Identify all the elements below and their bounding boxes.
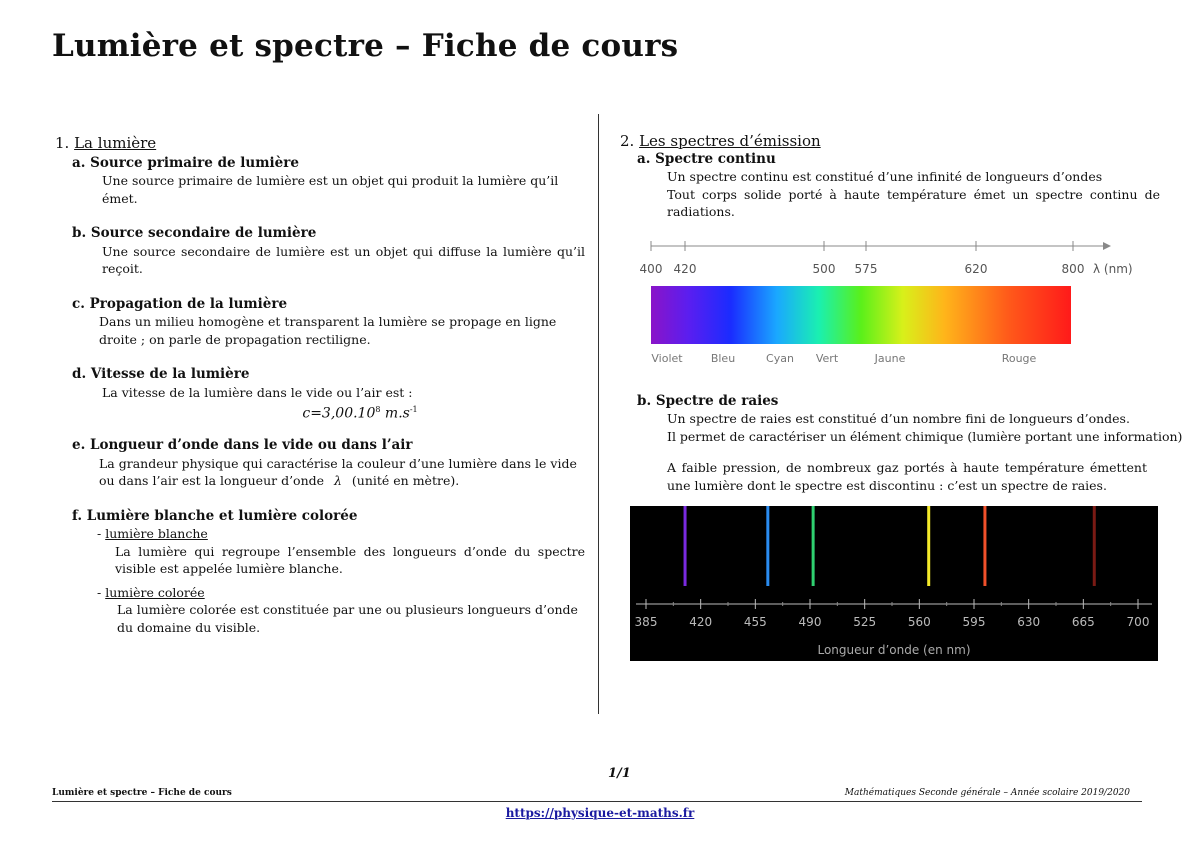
left-column: [55, 135, 585, 636]
subsection-a-title: a. Source primaire de lumière: [72, 154, 299, 171]
subsection-a-text: Une source primaire de lumière est un objet qui produit la lumière qu’il émet.: [102, 173, 559, 206]
line-spectrum-text-1: Un spectre de raies est constitué d’un nombre fini de longueurs d’ondes.: [667, 411, 1130, 426]
line-spectrum-tick-label: 455: [743, 615, 767, 629]
colored-light-item: - lumière colorée La lumière colorée est constituée par une ou plusieurs longueurs d’onde du domaine du visible.: [55, 584, 585, 637]
lambda-symbol: λ: [334, 473, 342, 489]
subsection-d-text: La vitesse de la lumière dans le vide ou l’air est :: [102, 384, 413, 400]
white-light-label: lumière blanche: [105, 526, 208, 542]
line-spectrum-tick-label: 490: [798, 615, 822, 629]
white-light-text: La lumière qui regroupe l’ensemble des longueurs d’onde du spectre visible est appelée lumière blanche.: [115, 543, 585, 577]
emission-line: [812, 506, 815, 586]
spectrum-tick-label: 500: [812, 262, 836, 276]
spectrum-gradient-bar: [651, 286, 1071, 344]
line-spectrum-text-3: A faible pression, de nombreux gaz portés à haute température émettent une lumière dont le spectre est discontinu : c’est un spectre de raies.: [667, 460, 1147, 493]
subsection-c-title: c. Propagation de la lumière: [72, 295, 288, 312]
emission-line: [766, 506, 769, 586]
spectrum-axis-arrow: [1103, 242, 1111, 250]
spectrum-tick-label: 400: [639, 262, 663, 276]
subsection-e-title: e. Longueur d’onde dans le vide ou dans l’air: [72, 437, 413, 454]
emission-line: [1093, 506, 1096, 586]
spectrum-axis-unit: λ (nm): [1093, 262, 1133, 276]
formula-exponent: 8: [375, 405, 381, 414]
subsection-c-text: Dans un milieu homogène et transparent la lumière se propage en ligne droite ; on parle de propagation rectiligne.: [99, 314, 557, 347]
subsection-b-title: b. Source secondaire de lumière: [72, 225, 317, 241]
colored-light-label: lumière colorée: [105, 584, 205, 600]
spectrum-tick-label: 420: [673, 262, 697, 276]
subsection-e-text: La grandeur physique qui caractérise la couleur d’une lumière dans le vide ou dans l’air est la longueur d’onde λ (unité en mètre).: [99, 455, 577, 489]
page-title: Lumière et spectre – Fiche de cours: [52, 28, 679, 64]
line-spectrum-tick-label: 700: [1126, 615, 1150, 629]
continuous-spectrum-title: a. Spectre continu: [637, 150, 776, 167]
line-spectrum-tick-label: 630: [1017, 615, 1041, 629]
spectrum-color-label: Violet: [651, 352, 683, 365]
spectrum-color-label: Rouge: [1001, 352, 1037, 365]
subsection-b-text: Une source secondaire de lumière est un objet qui diffuse la lumière qu’il reçoit.: [102, 243, 585, 276]
spectrum-color-label: Bleu: [710, 352, 736, 365]
spectrum-tick-label: 620: [964, 262, 988, 276]
colored-light-text: La lumière colorée est constituée par une ou plusieurs longueurs d’onde du domaine du visible.: [117, 602, 578, 635]
line-spectrum-text-2: Il permet de caractériser un élément chimique (lumière portant une information): [667, 428, 1183, 444]
line-spectrum-tick-label: 595: [962, 615, 986, 629]
subsection-f-title: f. Lumière blanche et lumière colorée: [72, 507, 358, 524]
emission-line: [927, 506, 930, 586]
spectrum-color-label: Cyan: [766, 352, 794, 365]
continuous-spectrum-text-1: Un spectre continu est constitué d’une infinité de longueurs d’ondes: [667, 169, 1103, 184]
formula-value: c=3,00.10: [302, 405, 376, 422]
continuous-spectrum-text-2: Tout corps solide porté à haute température émet un spectre continu de radiations.: [667, 186, 1160, 219]
line-spectrum-tick-label: 385: [634, 615, 658, 629]
section-1-heading: [55, 135, 585, 153]
page-number: 1/1: [608, 766, 631, 781]
line-spectrum-title: b. Spectre de raies: [637, 392, 779, 409]
line-spectrum-figure: [630, 506, 1158, 661]
line-spectrum-tick-label: 420: [689, 615, 713, 629]
line-spectrum-tick-label: 665: [1071, 615, 1095, 629]
line-spectrum-background: [630, 506, 1158, 661]
formula-unit-exponent: -1: [409, 405, 418, 414]
section-1-number: 1.: [55, 134, 70, 152]
spectrum-color-label: Jaune: [874, 352, 906, 365]
white-light-item: - lumière blanche La lumière qui regroupe l’ensemble des longueurs d’onde du spectre visible est appelée lumière blanche.: [97, 526, 585, 577]
line-spectrum-xlabel: Longueur d’onde (en nm): [817, 643, 971, 657]
emission-line: [983, 506, 986, 586]
section-2-number: 2.: [620, 132, 635, 150]
line-spectrum-tick-label: 525: [853, 615, 877, 629]
column-divider: [598, 114, 599, 714]
footer-url-link[interactable]: https://physique-et-maths.fr: [505, 806, 695, 820]
spectrum-color-label: Vert: [815, 352, 839, 365]
emission-line: [684, 506, 687, 586]
footer-right-info: Mathématiques Seconde générale – Année scolaire 2019/2020: [844, 788, 1130, 798]
section-2-title: Les spectres d’émission: [639, 132, 821, 150]
section-2-heading: [620, 133, 1160, 151]
continuous-spectrum-figure: [633, 236, 1143, 376]
line-spectrum-tick-label: 560: [907, 615, 931, 629]
spectrum-tick-label: 575: [854, 262, 878, 276]
speed-of-light-formula: [135, 401, 585, 423]
footer-left-title: Lumière et spectre – Fiche de cours: [52, 788, 232, 798]
spectrum-tick-label: 800: [1061, 262, 1085, 276]
footer-rule: [52, 801, 1142, 802]
subsection-d-title: d. Vitesse de la lumière: [72, 366, 250, 382]
section-1-title: La lumière: [74, 134, 157, 152]
formula-unit: m.s: [380, 405, 410, 422]
